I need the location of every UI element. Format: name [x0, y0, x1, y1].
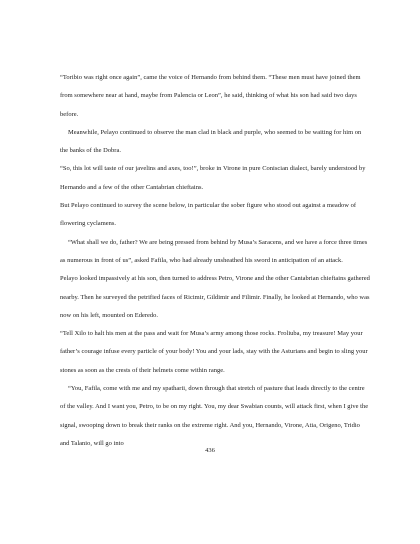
- page-number: 436: [205, 447, 215, 454]
- paragraph: “Tell Xilo to halt his men at the pass and wait for Musa’s army among those rocks. Froliuba, my treasure! May your father’s courage infuse every particle of your body! You and your lads, stay with the Asturians and begin to sling your stones as soon as the crests of their helmets come within range.: [60, 330, 368, 374]
- paragraph: “Toribio was right once again”, came the voice of Hernando from behind them. “These men must have joined them from somewhere near at hand, maybe from Palencia or Leon”, he said, thinking of what his son had said two days before.: [60, 74, 361, 118]
- paragraph: “So, this lot will taste of our javelins and axes, too!”, broke in Virone in pure Coniscian dialect, barely understood by Hernando and a few of the other Cantabrian chieftains.: [60, 165, 366, 191]
- paragraph: Pelayo looked impassively at his son, then turned to address Petro, Virone and the other Cantabrian chieftains gathered nearby. Then he surveyed the petrified faces of Ricimir, Gildimir and Filimir. Finally, he looked at Hernando, who was now on his left, mounted on Ederedo.: [60, 275, 370, 319]
- body-text: [60, 69, 370, 453]
- paragraph: Meanwhile, Pelayo continued to observe the man clad in black and purple, who seemed to be waiting for him on the banks of the Dobra.: [60, 128, 362, 155]
- paragraph: “What shall we do, father? We are being pressed from behind by Musa’s Saracens, and we have a force three times as numerous in front of us”, asked Fafila, who had already unsheathed his sword in anticipation of an attack.: [60, 238, 368, 264]
- paragraph: But Pelayo continued to survey the scene below, in particular the sober figure who stood out against a meadow of flowering cyclamens.: [60, 202, 357, 228]
- paragraph: “You, Fafila, come with me and my spatharii, down through that stretch of pasture that leads directly to the centre of the valley. And I want you, Petro, to be on my right. You, my dear Swabian counts, will attack first, when I give the signal, swooping down to break their ranks on the extreme right. And you, Hernando, Virone, Atia, Origeno, Tridio and Talanio, will go into: [60, 385, 369, 447]
